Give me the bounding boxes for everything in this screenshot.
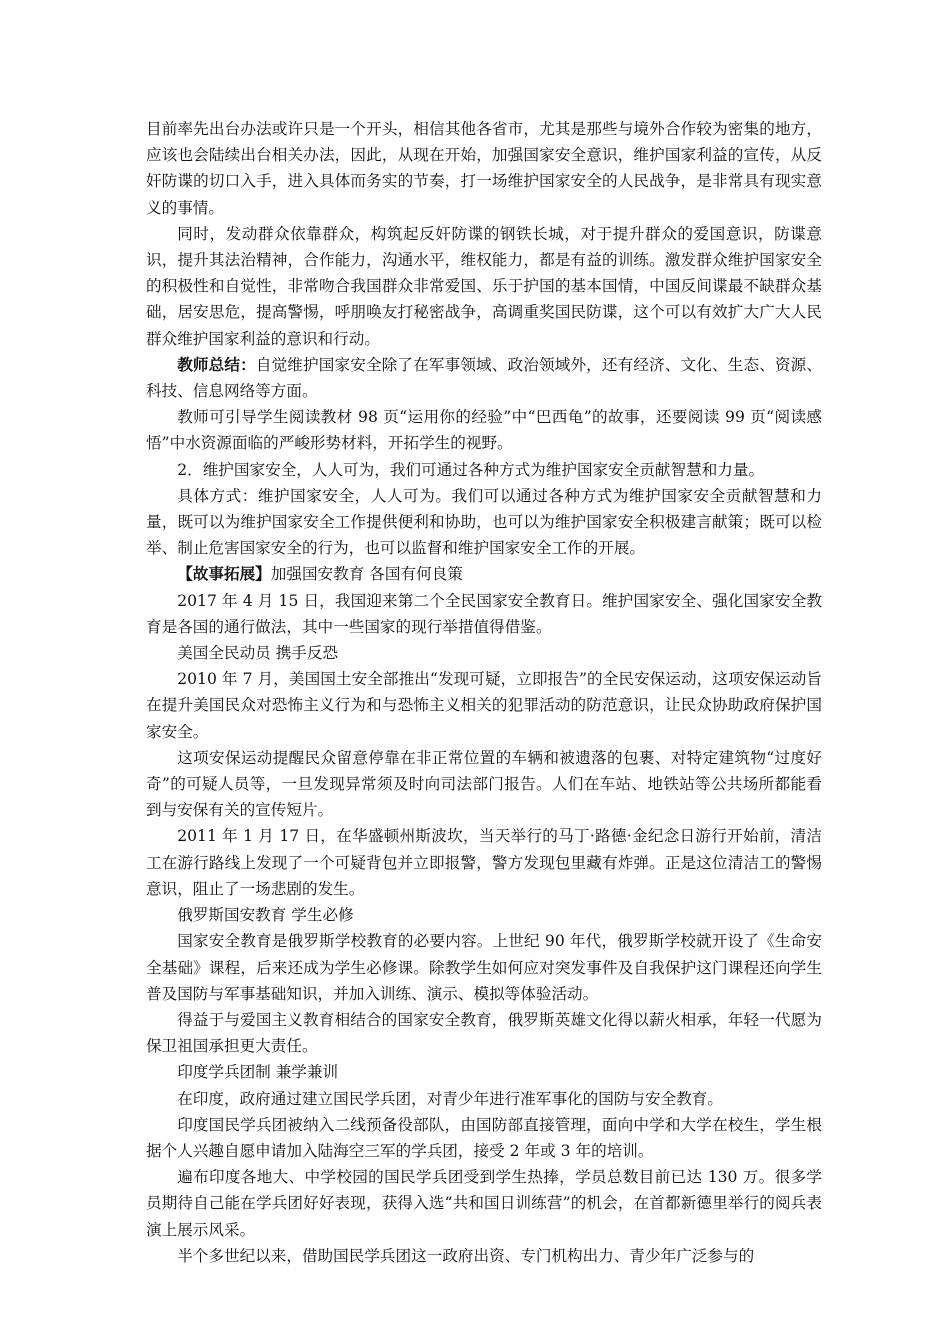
paragraph-story-extension-heading bbox=[146, 561, 822, 587]
story-extension-label: 【故事拓展】 bbox=[177, 564, 271, 584]
paragraph-india-intro: 在印度，政府通过建立国民学兵团，对青少年进行准军事化的国防与安全教育。 bbox=[177, 1089, 723, 1108]
paragraph-usa-reminders: 这项安保运动提醒民众留意停靠在非正常位置的车辆和被遗落的包裹、对特定建筑物“过度好奇”的可疑人员等，一旦发现异常须及时向司法部门报告。人们在车站、地铁站等公共场所都能看到与安保有关的宣传短片。 bbox=[146, 748, 822, 820]
paragraph-usa-spokane: 2011 年 1 月 17 日，在华盛顿州斯波坎，当天举行的马丁·路德·金纪念日游行开始前，清洁工在游行路线上发现了一个可疑背包并立即报警，警方发现包里藏有炸弹。正是这位清洁工的警惕意识，阻止了一场悲剧的发生。 bbox=[146, 827, 822, 898]
paragraph-usa-campaign: 2010 年 7 月，美国国土安全部推出“发现可疑，立即报告”的全民安保运动，这项安保运动旨在提升美国民众对恐怖主义行为和与恐怖主义相关的犯罪活动的防范意识，让民众协助政府保护国家安全。 bbox=[146, 670, 822, 741]
subheading-india: 印度学兵团制 兼学兼训 bbox=[177, 1063, 339, 1082]
paragraph-russia-heroes: 得益于与爱国主义教育相结合的国家安全教育，俄罗斯英雄文化得以薪火相承，年轻一代愿为保卫祖国承担更大责任。 bbox=[146, 1010, 822, 1056]
paragraph-security-day: 2017 年 4 月 15 日，我国迎来第二个全民国家安全教育日。维护国家安全、强化国家安全教育是各国的通行做法，其中一些国家的现行举措值得借鉴。 bbox=[146, 591, 822, 636]
teacher-summary-text: 自觉维护国家安全除了在军事领域、政治领域外，还有经济、文化、生态、资源、科技、信息网络等方面。 bbox=[146, 355, 822, 401]
teacher-summary-label: 教师总结： bbox=[177, 354, 256, 374]
story-extension-title: 加强国安教育 各国有何良策 bbox=[270, 565, 463, 584]
paragraph-india-popularity: 遍布印度各地大、中学校园的国民学兵团受到学生热捧，学员总数目前已达 130 万。很多学员期待自己能在学兵团好好表现，获得入选“共和国日训练营”的机会，在首都新德里举行的阅兵表演上展示风采。 bbox=[146, 1168, 822, 1239]
paragraph-india-half-century: 半个多世纪以来，借助国民学兵团这一政府出资、专门机构出力、青少年广泛参与的 bbox=[177, 1246, 755, 1265]
paragraph-textbook-guidance: 教师可引导学生阅读教材 98 页“运用你的经验”中“巴西龟”的故事，还要阅读 99 页“阅读感悟”中水资源面临的严峻形势材料，开拓学生的视野。 bbox=[146, 408, 822, 453]
subheading-russia: 俄罗斯国安教育 学生必修 bbox=[177, 906, 354, 925]
paragraph-mobilize-masses: 同时，发动群众依靠群众，构筑起反奸防谍的钢铁长城，对于提升群众的爱国意识，防谍意识，提升其法治精神，合作能力，沟通水平，维权能力，都是有益的训练。激发群众维护国家安全的积极性和自觉性，非常吻合我国群众非常爱国、乐于护国的基本国情，中国反间谍最不缺群众基础，居安思危，提高警惕，呼朋唤友打秘密战争，高调重奖国民防谍，这个可以有效扩大广大人民群众维护国家利益的意识和行动。 bbox=[146, 224, 822, 348]
paragraph-intro-continued: 目前率先出台办法或许只是一个开头，相信其他各省市，尤其是那些与境外合作较为密集的地方，应该也会陆续出台相关办法，因此，从现在开始，加强国家安全意识，维护国家利益的宣传，从反奸防谍的切口入手，进入具体而务实的节奏，打一场维护国家安全的人民战争，是非常具有现实意义的事情。 bbox=[146, 120, 822, 217]
paragraph-teacher-summary bbox=[146, 352, 822, 404]
subheading-usa: 美国全民动员 携手反恐 bbox=[177, 644, 339, 663]
document-body bbox=[146, 116, 822, 1269]
paragraph-point-2: 2．维护国家安全，人人可为，我们可通过各种方式为维护国家安全贡献智慧和力量。 bbox=[177, 460, 765, 479]
paragraph-specific-methods: 具体方式：维护国家安全，人人可为。我们可以通过各种方式为维护国家安全贡献智慧和力量，既可以为维护国家安全工作提供便利和协助，也可以为维护国家安全积极建言献策；既可以检举、制止危害国家安全的行为，也可以监督和维护国家安全工作的开展。 bbox=[146, 486, 822, 558]
paragraph-india-reserve: 印度国民学兵团被纳入二线预备役部队，由国防部直接管理，面向中学和大学在校生，学生根据个人兴趣自愿申请加入陆海空三军的学兵团，接受 2 年或 3 年的培训。 bbox=[146, 1115, 822, 1160]
paragraph-russia-course: 国家安全教育是俄罗斯学校教育的必要内容。上世纪 90 年代，俄罗斯学校就开设了《生命安全基础》课程，后来还成为学生必修课。除教学生如何应对突发事件及自我保护这门课程还向学生普及国防与军事基础知识，并加入训练、演示、模拟等体验活动。 bbox=[146, 932, 822, 1003]
